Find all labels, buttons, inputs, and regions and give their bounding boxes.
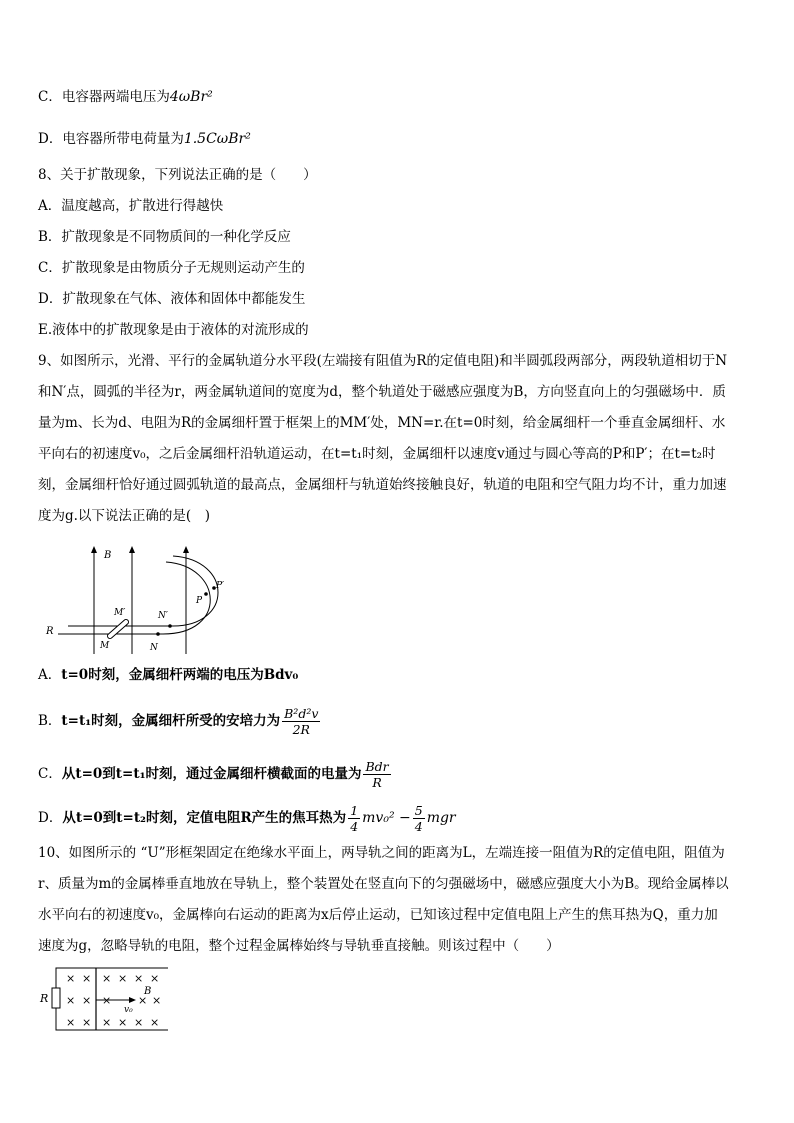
label-v0: v₀: [124, 1005, 133, 1015]
label-m-prime: M′: [114, 608, 126, 618]
cross: ×: [102, 994, 112, 1007]
q8-stem: 8、关于扩散现象，下列说法正确的是（ ）: [38, 167, 317, 183]
q9-option-c-den: R: [372, 775, 382, 790]
q9-option-a-prefix: A．: [38, 667, 62, 683]
q9-option-c-text: 从t=0到t=t₁时刻，通过金属细杆横截面的电量为: [61, 766, 362, 782]
resistor: [52, 988, 60, 1008]
q9-option-d: [38, 799, 456, 837]
label-b: B: [144, 986, 152, 997]
cross: ×: [134, 1016, 144, 1029]
q9-stem-line-1: 9、如图所示，光滑、平行的金属轨道分水平段(左端接有阻值为R的定值电阻)和半圆弧段两部分，两段轨道相切于N: [38, 353, 728, 369]
q9-stem-line-3: 量为m、长为d、电阻为R的金属细杆置于框架上的MM′处，MN=r.在t=0时刻，给金属细杆一个垂直金属细杆、水: [38, 415, 726, 431]
cross: ×: [66, 994, 76, 1007]
q10-stem-line-3: 水平向右的初速度v₀，金属棒向右运动的距离为x后停止运动，已知该过程中定值电阻上产生的焦耳热为Q，重力加: [38, 907, 718, 923]
q8-option-d: D．扩散现象在气体、液体和固体中都能发生: [38, 291, 306, 307]
velocity-arrow-head: [129, 997, 136, 1003]
cross: ×: [66, 972, 76, 985]
label-p-prime: P′: [216, 581, 225, 591]
q7-option-d: [38, 130, 251, 148]
q9-option-b-fraction: [282, 706, 320, 737]
q9-option-c-num: Bdr: [365, 759, 389, 774]
label-r: R: [46, 626, 54, 637]
q10-figure: [38, 966, 178, 1034]
arc-front: [163, 562, 210, 634]
q9-option-b-num: B²d²v: [284, 706, 319, 721]
label-b: B: [104, 550, 112, 561]
q9-option-d-fraction-2: [413, 803, 425, 834]
q9-option-b: [38, 702, 322, 740]
label-m: M: [100, 641, 110, 651]
q8-option-a: A．温度越高，扩散进行得越快: [38, 198, 224, 214]
q10-stem-line-4: 速度为g，忽略导轨的电阻，整个过程金属棒始终与导轨垂直接触。则该过程中（ ）: [38, 938, 560, 954]
q9-option-b-text: t=t₁时刻，金属细杆所受的安培力为: [61, 713, 281, 729]
q9-option-a-text: t=0时刻，金属细杆两端的电压为Bdv₀: [61, 667, 299, 683]
point-n-prime: [168, 624, 172, 628]
q7-option-c-label: C．电容器两端电压为: [38, 89, 170, 105]
q9-option-d-f2-num: 5: [414, 803, 423, 818]
point-n: [156, 632, 160, 636]
label-p: P: [196, 596, 203, 606]
b-field-arrow-3: [183, 546, 189, 553]
q9-option-d-tail: mgr: [426, 810, 456, 826]
q9-option-c-fraction: [363, 759, 390, 790]
cross: ×: [150, 972, 160, 985]
cross: ×: [82, 972, 92, 985]
cross: ×: [82, 1016, 92, 1029]
arc-back: [173, 556, 218, 626]
q8-option-b: B．扩散现象是不同物质间的一种化学反应: [38, 229, 291, 245]
cross: ×: [134, 972, 144, 985]
q9-option-d-f2-den: 4: [414, 819, 423, 834]
q8-option-c: C．扩散现象是由物质分子无规则运动产生的: [38, 260, 305, 276]
q9-option-c-prefix: C．: [38, 766, 62, 782]
b-field-arrow-2: [129, 546, 135, 553]
cross: ×: [152, 994, 162, 1007]
q9-option-d-fraction-1: [348, 803, 360, 834]
q7-option-d-label: D．电容器所带电荷量为: [38, 131, 184, 147]
label-n: N: [150, 643, 158, 653]
q9-stem-line-5: 刻，金属细杆恰好通过圆弧轨道的最高点，金属细杆与轨道始终接触良好，轨道的电阻和空气阻力均不计，重力加速: [38, 477, 727, 493]
q10-stem-line-2: r、质量为m的金属棒垂直地放在导轨上，整个装置处在竖直向下的匀强磁场中，磁感应强度大小为B。现给金属棒以: [38, 876, 729, 892]
cross: ×: [150, 1016, 160, 1029]
q9-option-a: [38, 666, 298, 684]
cross: ×: [118, 1016, 128, 1029]
q9-stem-line-6: 度为g.以下说法正确的是( ): [38, 508, 210, 524]
cross: ×: [82, 994, 92, 1007]
q9-stem-line-2: 和N′点，圆弧的半径为r，两金属轨道间的宽度为d，整个轨道处于磁感应强度为B，方向竖直向上的匀强磁场中．质: [38, 384, 726, 400]
q9-option-d-f1-den: 4: [350, 819, 359, 834]
label-n-prime: N′: [158, 611, 168, 621]
cross: ×: [102, 1016, 112, 1029]
q9-option-d-f1-num: 1: [350, 803, 359, 818]
b-field-arrow-1: [91, 546, 97, 553]
q7-option-c-math: 4ωBr²: [169, 89, 213, 105]
q7-option-c: [38, 88, 213, 106]
point-p: [204, 592, 208, 596]
q9-figure: [38, 542, 238, 654]
cross: ×: [102, 972, 112, 985]
q9-option-c: [38, 755, 393, 793]
q9-option-d-mid: mv₀² −: [362, 810, 411, 826]
q10-stem-line-1: 10、如图所示的 “U”形框架固定在绝缘水平面上，两导轨之间的距离为L，左端连接一阻值为R的定值电阻，阻值为: [38, 845, 725, 861]
q7-option-d-math: 1.5CωBr²: [183, 131, 251, 147]
q9-option-d-text: 从t=0到t=t₂时刻，定值电阻R产生的焦耳热为: [62, 810, 347, 826]
q9-option-d-prefix: D．: [38, 810, 63, 826]
q8-option-e: E.液体中的扩散现象是由于液体的对流形成的: [38, 322, 309, 338]
cross: ×: [66, 1016, 76, 1029]
cross: ×: [138, 994, 148, 1007]
q9-option-b-den: 2R: [292, 722, 310, 737]
q9-option-b-prefix: B．: [38, 713, 62, 729]
label-r: R: [40, 992, 49, 1005]
q9-stem-line-4: 平向右的初速度v₀，之后金属细杆沿轨道运动，在t=t₁时刻，金属细杆以速度v通过与圆心等高的P和P′；在t=t₂时: [38, 446, 716, 462]
cross: ×: [118, 972, 128, 985]
